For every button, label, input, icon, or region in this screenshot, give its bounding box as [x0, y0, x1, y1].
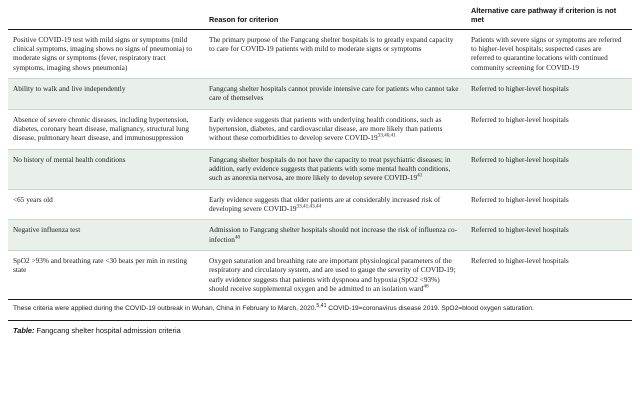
cell-alternative: Referred to higher-level hospitals [466, 78, 632, 109]
table-header [8, 6, 632, 29]
table-body [8, 29, 632, 300]
cell-criterion: Negative influenza test [8, 220, 204, 251]
footnote-citation-superscript: 5,41 [316, 303, 327, 310]
cell-reason [204, 149, 466, 189]
citation-superscript: 33,40,41 [377, 132, 396, 139]
cell-reason-text: Early evidence suggests that patients with underlying health conditions, such as hypertension, diabetes, and cardiovascular disease, are more likely than patients without these comorbidities to develop severe COVID-19 [209, 114, 443, 143]
cell-reason [204, 189, 466, 220]
cell-alternative: Referred to higher-level hospitals [466, 220, 632, 251]
table-row [8, 29, 632, 78]
table-header-row [8, 6, 632, 29]
cell-criterion: Absence of severe chronic diseases, including hypertension, diabetes, coronary heart disease, malignancy, structural lung disease, pulmonary heart disease, and immunosuppression [8, 109, 204, 149]
table-row [8, 109, 632, 149]
cell-reason-text: Early evidence suggests that older patients are at considerably increased risk of developing severe COVID-19 [209, 194, 441, 213]
cell-criterion: Positive COVID-19 test with mild signs or symptoms (mild clinical symptoms, imaging shows no signs of pneumonia) to moderate signs or symptoms (fever, respiratory tract symptoms, imaging shows pneumonia) [8, 29, 204, 78]
cell-reason [204, 29, 466, 78]
cell-criterion: SpO2 >93% and breathing rate <30 beats per min in resting state [8, 250, 204, 299]
admission-criteria-table [8, 6, 632, 300]
footnote-abbreviations: COVID-19=coronavirus disease 2019. SpO2=blood oxygen saturation. [326, 305, 534, 313]
cell-criterion: No history of mental health conditions [8, 149, 204, 189]
citation-superscript: 46 [423, 283, 429, 290]
table-row [8, 250, 632, 299]
cell-alternative: Referred to higher-level hospitals [466, 149, 632, 189]
cell-reason-text: Fangcang shelter hospitals cannot provide intensive care for patients who cannot take care of themselves [209, 83, 459, 103]
cell-reason-text: Fangcang shelter hospitals do not have the capacity to treat psychiatric diseases; in addition, early evidence suggests that patients with some mental health conditions, such as anorexia nervosa, are more likely to develop severe COVID-19 [209, 154, 451, 183]
cell-alternative: Patients with severe signs or symptoms are referred to higher-level hospitals; suspected cases are referred to quarantine locations with continued community screening for COVID-19 [466, 29, 632, 78]
table-footnote [8, 300, 632, 321]
column-header-alternative: Alternative care pathway if criterion is not met [466, 6, 632, 29]
table-row [8, 78, 632, 109]
cell-reason [204, 220, 466, 251]
cell-reason-text: Oxygen saturation and breathing rate are important physiological parameters of the respiratory and circulatory system, and are used to gauge the severity of COVID-19; early evidence suggests that patients with dyspnoea and hypoxia (SpO2 <93%) should receive supplemental oxygen and be admitted to an isolation ward [209, 255, 456, 293]
citation-superscript: 41 [417, 172, 423, 179]
footnote-text: These criteria were applied during the COVID-19 outbreak in Wuhan, China in February to March, 2020. [13, 305, 317, 313]
caption-text: Fangcang shelter hospital admission criteria [34, 325, 181, 335]
table-caption [8, 321, 632, 335]
table-row [8, 220, 632, 251]
cell-reason-text: Admission to Fangcang shelter hospitals should not increase the risk of influenza co-infection [209, 225, 458, 244]
cell-alternative: Referred to higher-level hospitals [466, 250, 632, 299]
cell-criterion: <65 years old [8, 189, 204, 220]
citation-superscript: 40 [234, 234, 241, 241]
column-header-criterion [8, 6, 204, 29]
cell-alternative: Referred to higher-level hospitals [466, 189, 632, 220]
cell-reason [204, 109, 466, 149]
caption-label: Table: [13, 325, 35, 335]
cell-reason [204, 250, 466, 299]
column-header-reason: Reason for criterion [204, 6, 466, 29]
cell-reason [204, 78, 466, 109]
table-row [8, 149, 632, 189]
cell-alternative: Referred to higher-level hospitals [466, 109, 632, 149]
cell-criterion: Ability to walk and live independently [8, 78, 204, 109]
cell-reason-text: The primary purpose of the Fangcang shelter hospitals is to greatly expand capacity to care for COVID-19 patients with mild to moderate signs or symptoms [209, 34, 454, 53]
table-row [8, 189, 632, 220]
citation-superscript: 33,41,43,44 [296, 203, 322, 210]
